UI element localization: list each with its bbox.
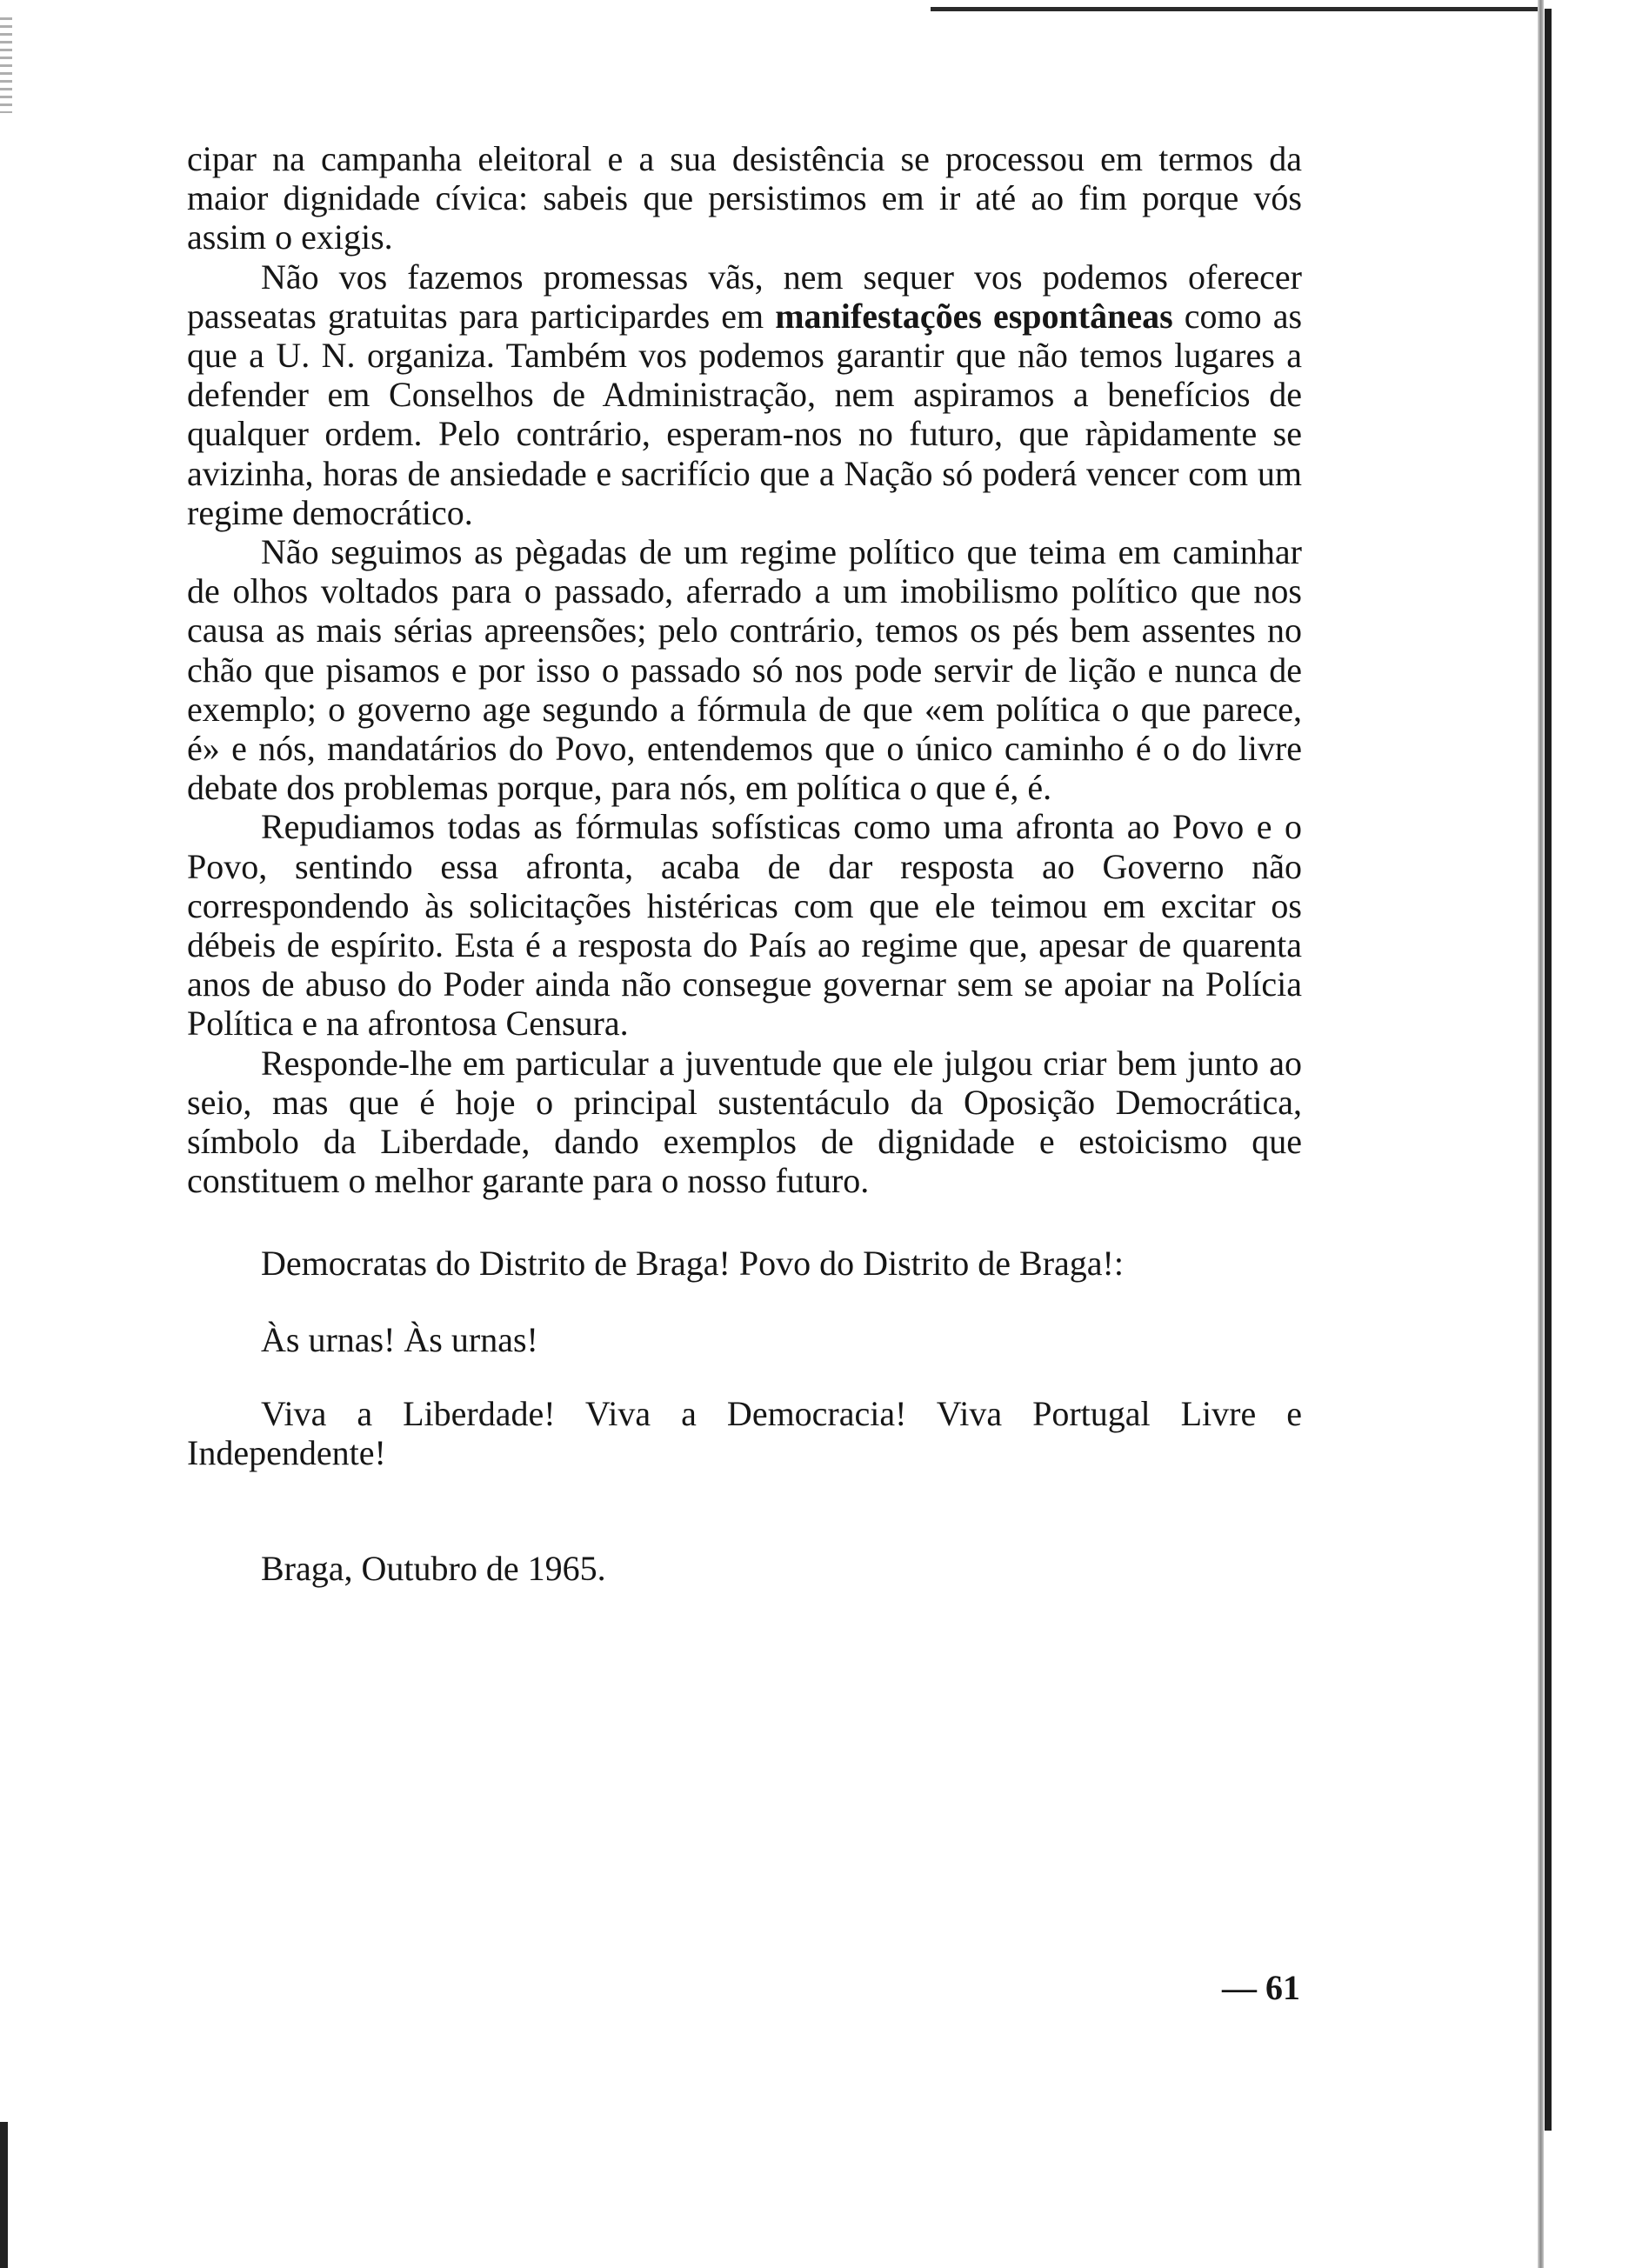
paragraph-repudiate: Repudiamos todas as fórmulas sofísticas como uma afronta ao Povo e o Povo, sentindo essa afronta, acaba de dar resposta ao Governo não correspondendo às solicitações histéricas com que ele teimou em excitar os débeis de espírito. Esta é a resposta do País ao regime que, apesar de quarenta anos de abuso do Poder ainda não consegue governar sem se apoiar na Polícia Política e na afrontosa Censura. <box>187 807 1302 1044</box>
paragraph-promises <box>187 257 1302 532</box>
scan-edge-left-specks <box>0 17 12 113</box>
paragraph-promises-part-2: como as que a U. N. organiza. Também vos podemos garantir que não temos lugares a defender em Conselhos de Administração, nem aspiramos a benefícios de qualquer ordem. Pelo contrário, esperam-nos no futuro, que ràpidamente se avizinha, horas de ansiedade e sacrifício que a Nação só poderá vencer com um regime democrático. <box>187 296 1303 532</box>
closing-cheers: Viva a Liberdade! Viva a Democracia! Viva Portugal Livre e Independente! <box>187 1393 1302 1473</box>
paragraph-regime: Não seguimos as pègadas de um regime político que teima em caminhar de olhos voltados para o passado, aferrado a um imobilismo político que nos causa as mais sérias apreensões; pelo contrário, temos os pés bem assentes no chão que pisamos e por isso o passado só nos pode servir de lição e nunca de exemplo; o governo age segundo a fórmula de que «em política o que parece, é» e nós, mandatários do Povo, entendemos que o único caminho é o do livre debate dos problemas porque, para nós, em política o que é, é. <box>187 532 1302 808</box>
salutation: Democratas do Distrito de Braga! Povo do Distrito de Braga!: <box>261 1244 1124 1284</box>
paragraph-promises-part-1: Não vos fazemos promessas vãs, nem sequer vos podemos oferecer passeatas gratuitas para participardes em <box>187 257 1302 336</box>
scan-edge-left <box>0 2122 8 2268</box>
scan-edge-top <box>931 7 1544 11</box>
page-number: — 61 <box>1222 1968 1300 2007</box>
paragraph-promises-emphasis: manifestações espontâneas <box>775 296 1173 336</box>
paragraph-youth: Responde-lhe em particular a juventude que ele julgou criar bem junto ao seio, mas que é hoje o principal sustentáculo da Oposição Democrática, símbolo da Liberdade, dando exemplos de dignidade e estoicismo que constituem o melhor garante para o nosso futuro. <box>187 1043 1302 1201</box>
call-to-vote: Às urnas! Às urnas! <box>261 1319 538 1359</box>
scan-edge-right <box>1538 0 1544 2268</box>
dateline: Braga, Outubro de 1965. <box>261 1549 606 1589</box>
paragraph-continued: cipar na campanha eleitoral e a sua desistência se processou em termos da maior dignidade cívica: sabeis que persistimos em ir até ao fim porque vós assim o exigis. <box>187 139 1302 257</box>
scan-edge-right-shadow <box>1545 9 1552 2131</box>
body-text <box>187 139 1302 1589</box>
